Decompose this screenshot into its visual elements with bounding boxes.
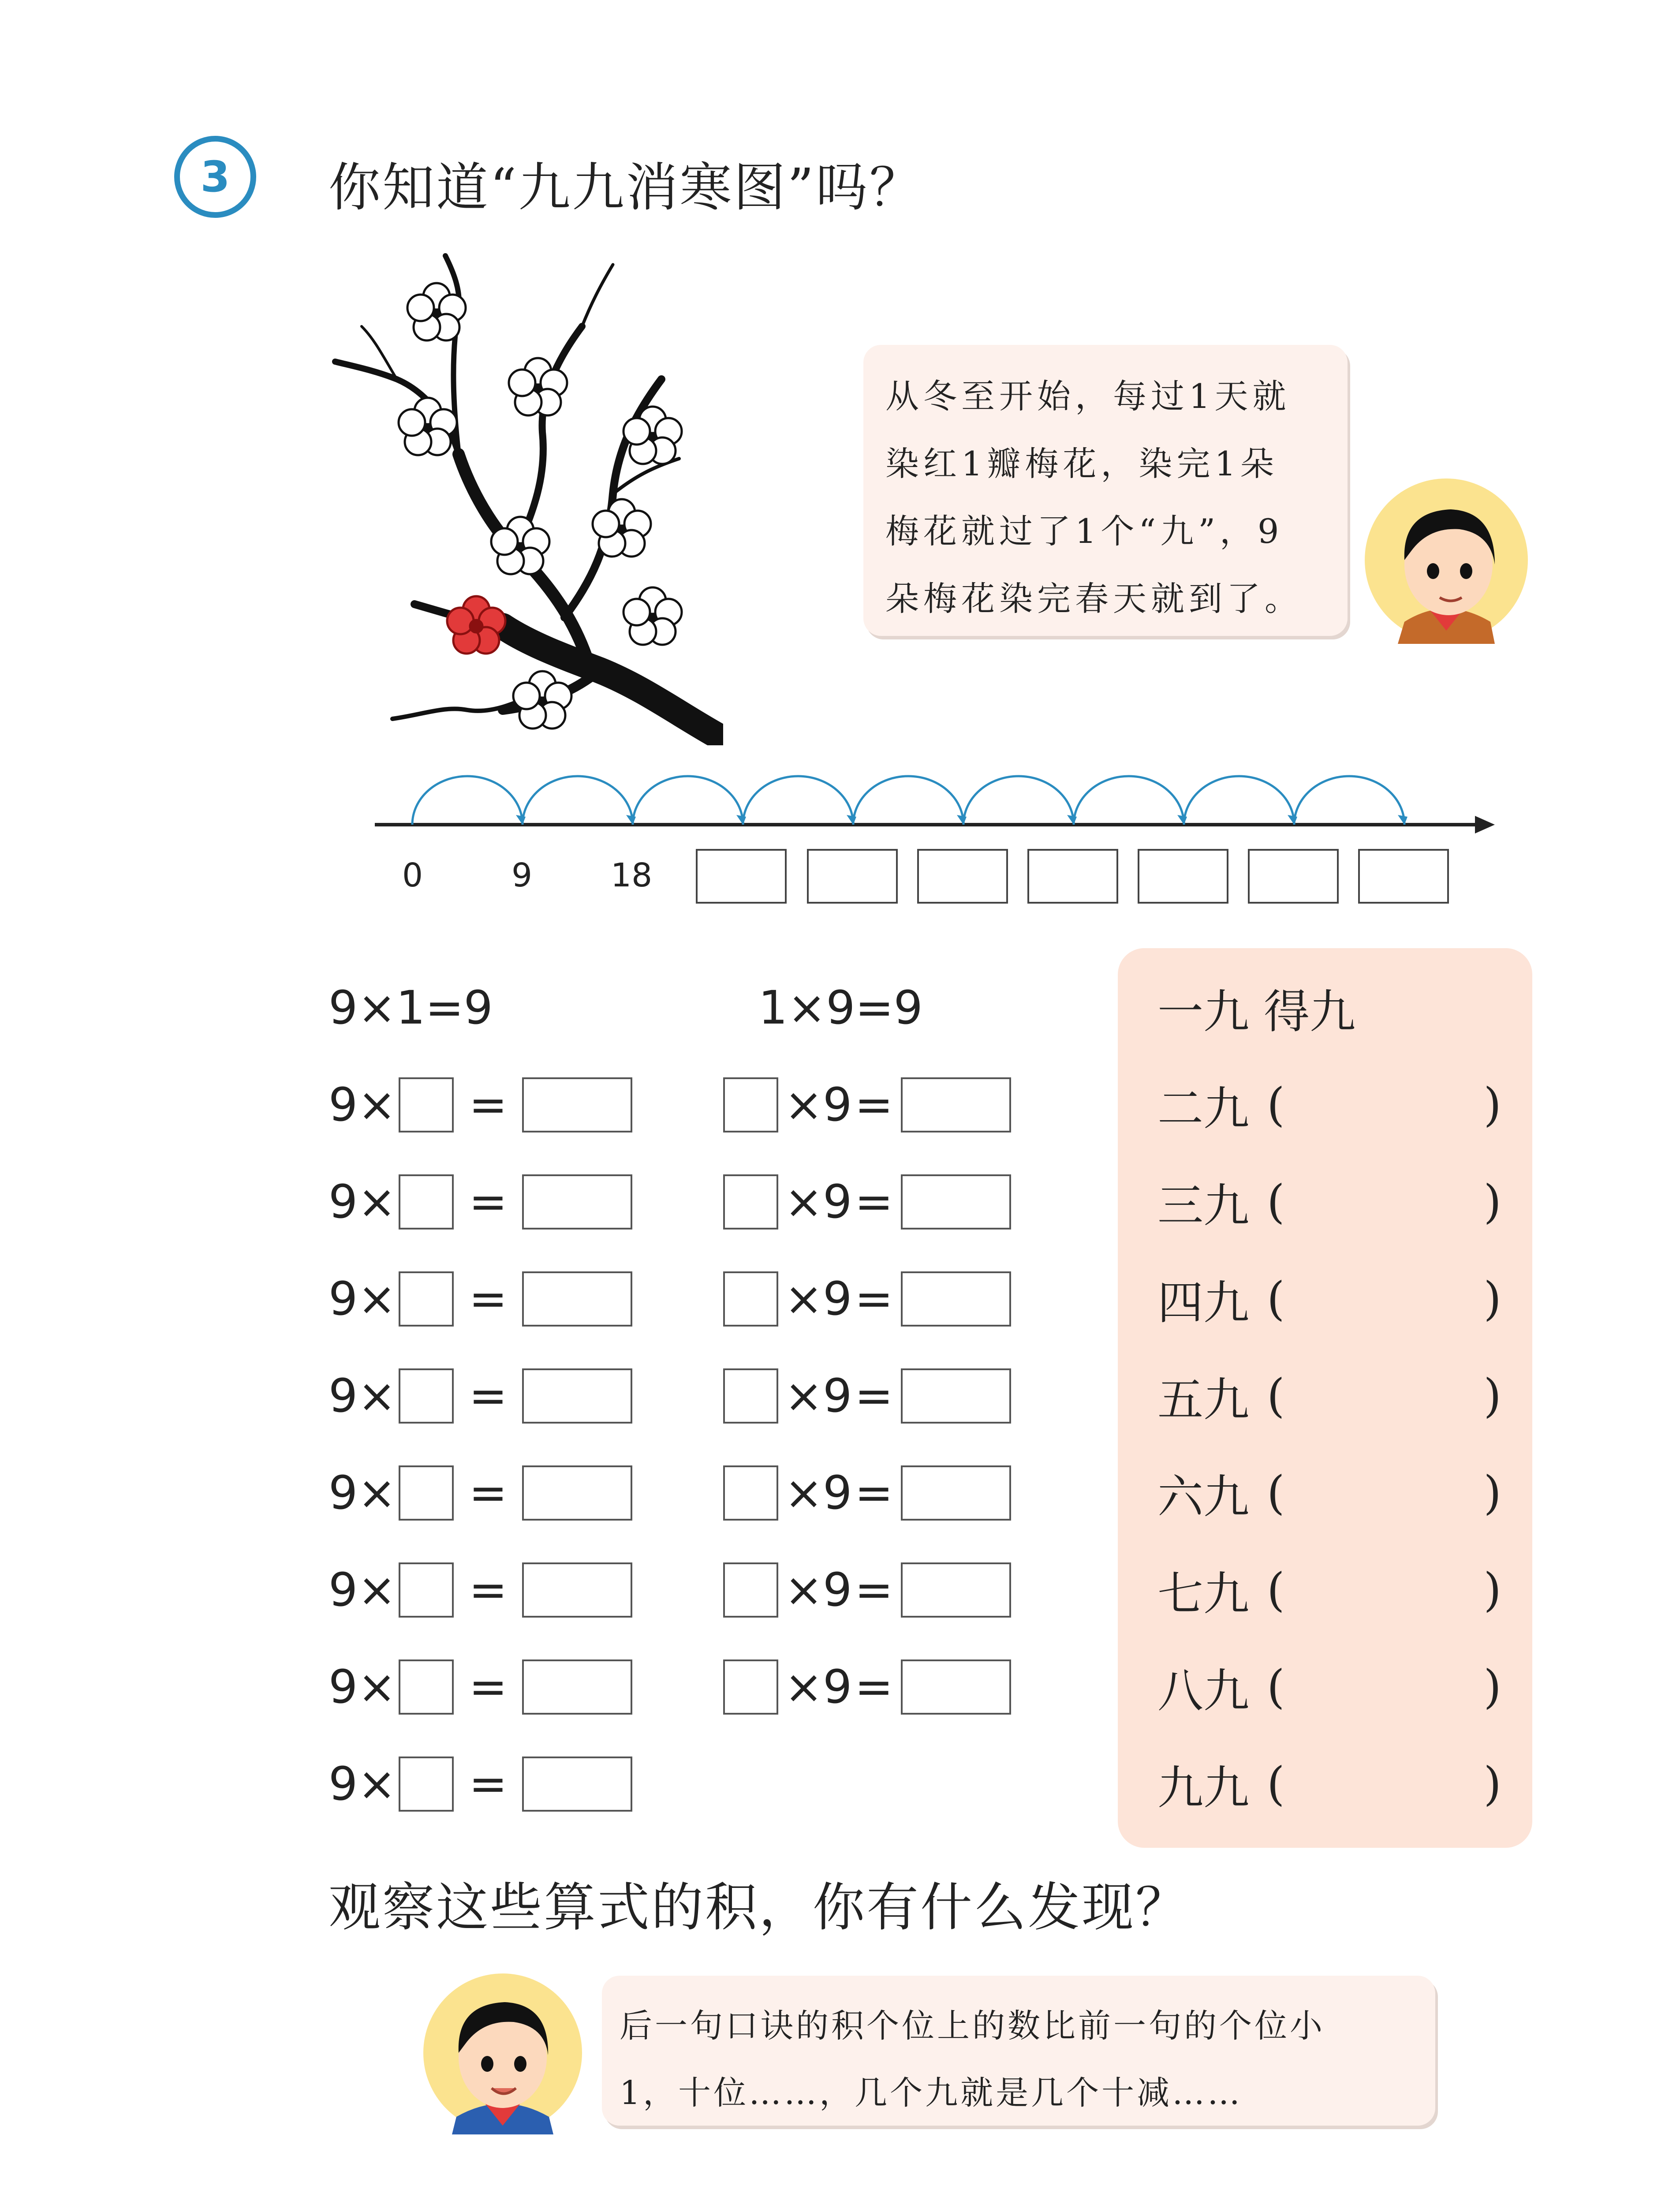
factor-input-box[interactable] bbox=[399, 1562, 454, 1618]
factor-input-box[interactable] bbox=[399, 1757, 454, 1812]
rhyme-paren-close: ) bbox=[1483, 1272, 1501, 1326]
plum-blossom-illustration bbox=[326, 247, 723, 745]
question-number-badge bbox=[174, 136, 256, 218]
rhyme-line bbox=[1157, 1464, 1501, 1524]
equation-suffix: ×9 bbox=[784, 1563, 852, 1617]
rhyme-line bbox=[1157, 1755, 1501, 1813]
bubble-line: 朵梅花染完春天就到了。 bbox=[885, 579, 1303, 618]
equation-left bbox=[329, 1755, 632, 1813]
factor-input-box[interactable] bbox=[399, 1368, 454, 1424]
factor-input-box[interactable] bbox=[399, 1465, 454, 1521]
rhyme-line bbox=[1157, 1270, 1501, 1330]
rhyme-label: 八九 bbox=[1157, 1664, 1250, 1718]
red-blossom bbox=[447, 596, 505, 654]
speech-bubble-bottom bbox=[602, 1976, 1435, 2126]
observe-question: 观察这些算式的积，你有什么发现？ bbox=[329, 1877, 1190, 1938]
equation-suffix: ×9 bbox=[784, 1466, 852, 1520]
product-input-box[interactable] bbox=[522, 1659, 632, 1715]
equals-sign: = bbox=[469, 1272, 508, 1326]
number-line-label: 0 bbox=[402, 856, 423, 894]
equation-right bbox=[723, 1076, 1011, 1133]
equals-sign: = bbox=[469, 1078, 508, 1132]
bubble-line: 从冬至开始，每过1天就 bbox=[885, 377, 1291, 416]
rhyme-line bbox=[1157, 1367, 1501, 1427]
number-line-answer-box[interactable] bbox=[696, 849, 787, 904]
equals-sign: = bbox=[855, 1660, 893, 1714]
product-input-box[interactable] bbox=[522, 1757, 632, 1812]
factor-input-box[interactable] bbox=[399, 1659, 454, 1715]
equation-suffix: ×9 bbox=[784, 1660, 852, 1714]
equation-prefix: 9× bbox=[329, 1563, 396, 1617]
equation-prefix: 9× bbox=[329, 1078, 396, 1132]
product-input-box[interactable] bbox=[901, 1562, 1011, 1618]
rhyme-paren-open: ( bbox=[1267, 1466, 1285, 1520]
product-input-box[interactable] bbox=[901, 1271, 1011, 1327]
rhyme-line bbox=[1157, 1173, 1501, 1233]
number-line-answer-box[interactable] bbox=[807, 849, 898, 904]
factor-input-box[interactable] bbox=[723, 1659, 778, 1715]
rhyme-label: 四九 bbox=[1157, 1276, 1250, 1330]
rhyme-paren-open: ( bbox=[1267, 1369, 1285, 1423]
rhyme-paren-close: ) bbox=[1483, 1660, 1501, 1714]
rhyme-paren-open: ( bbox=[1267, 1078, 1285, 1132]
question-title: 你知道“九九消寒图”吗？ bbox=[329, 157, 923, 218]
product-input-box[interactable] bbox=[522, 1368, 632, 1424]
equals-sign: = bbox=[855, 1466, 893, 1520]
equation-left bbox=[329, 1367, 632, 1424]
factor-input-box[interactable] bbox=[723, 1271, 778, 1327]
equation-prefix: 9× bbox=[329, 1757, 396, 1811]
equals-sign: = bbox=[855, 1078, 893, 1132]
equation-left-first: 9×1=9 bbox=[329, 981, 493, 1035]
speech-bubble-top bbox=[863, 345, 1348, 636]
rhyme-label: 三九 bbox=[1157, 1179, 1250, 1233]
bubble-line: 1，十位……，几个九就是几个十减…… bbox=[620, 2074, 1243, 2112]
equals-sign: = bbox=[469, 1757, 508, 1811]
equation-suffix: ×9 bbox=[784, 1078, 852, 1132]
rhyme-paren-open: ( bbox=[1267, 1757, 1285, 1811]
equation-right-first: 1×9=9 bbox=[758, 981, 923, 1035]
number-line-answer-box[interactable] bbox=[1248, 849, 1339, 904]
number-line bbox=[370, 767, 1499, 838]
rhyme-paren-close: ) bbox=[1483, 1369, 1501, 1423]
equation-right bbox=[723, 1464, 1011, 1521]
equation-left bbox=[329, 1464, 632, 1521]
rhyme-paren-close: ) bbox=[1483, 1466, 1501, 1520]
number-line-label: 18 bbox=[611, 856, 653, 894]
bubble-line: 染红1瓣梅花，染完1朵 bbox=[885, 444, 1278, 483]
number-line-answer-box[interactable] bbox=[1358, 849, 1449, 904]
equation-right bbox=[723, 1367, 1011, 1424]
equals-sign: = bbox=[469, 1466, 508, 1520]
rhyme-paren-close: ) bbox=[1483, 1563, 1501, 1617]
number-line-answer-box[interactable] bbox=[1027, 849, 1118, 904]
number-line-label: 9 bbox=[511, 856, 533, 894]
product-input-box[interactable] bbox=[901, 1465, 1011, 1521]
equation-right bbox=[723, 1561, 1011, 1618]
rhyme-label: 七九 bbox=[1157, 1567, 1250, 1621]
product-input-box[interactable] bbox=[522, 1174, 632, 1230]
rhyme-paren-open: ( bbox=[1267, 1563, 1285, 1617]
equation-prefix: 9× bbox=[329, 1466, 396, 1520]
factor-input-box[interactable] bbox=[723, 1174, 778, 1230]
equals-sign: = bbox=[469, 1369, 508, 1423]
rhyme-line bbox=[1157, 1658, 1501, 1718]
equation-right bbox=[723, 1173, 1011, 1230]
rhyme-paren-close: ) bbox=[1483, 1757, 1501, 1811]
rhyme-label: 九九 bbox=[1157, 1761, 1250, 1815]
equals-sign: = bbox=[855, 1272, 893, 1326]
equation-suffix: ×9 bbox=[784, 1175, 852, 1229]
factor-input-box[interactable] bbox=[399, 1174, 454, 1230]
equals-sign: = bbox=[469, 1563, 508, 1617]
boy-avatar-top bbox=[1363, 476, 1530, 644]
product-input-box[interactable] bbox=[901, 1174, 1011, 1230]
number-line-answer-box[interactable] bbox=[1138, 849, 1228, 904]
equation-prefix: 9× bbox=[329, 1660, 396, 1714]
product-input-box[interactable] bbox=[901, 1659, 1011, 1715]
rhyme-paren-open: ( bbox=[1267, 1272, 1285, 1326]
equation-prefix: 9× bbox=[329, 1175, 396, 1229]
product-input-box[interactable] bbox=[522, 1077, 632, 1132]
rhyme-label: 六九 bbox=[1157, 1470, 1250, 1524]
factor-input-box[interactable] bbox=[399, 1271, 454, 1327]
boy-avatar-bottom bbox=[421, 1971, 584, 2134]
rhyme-label: 五九 bbox=[1157, 1373, 1250, 1427]
question-number: 3 bbox=[200, 152, 230, 202]
rhyme-paren-open: ( bbox=[1267, 1175, 1285, 1229]
rhyme-paren-close: ) bbox=[1483, 1175, 1501, 1229]
equals-sign: = bbox=[855, 1369, 893, 1423]
product-input-box[interactable] bbox=[522, 1465, 632, 1521]
equation-prefix: 9× bbox=[329, 1369, 396, 1423]
equation-left bbox=[329, 1173, 632, 1230]
branch bbox=[335, 256, 719, 736]
equation-right bbox=[723, 1658, 1011, 1715]
number-line-arrow bbox=[1475, 816, 1495, 833]
rhyme-first: 一九 得九 bbox=[1157, 985, 1356, 1039]
equation-suffix: ×9 bbox=[784, 1369, 852, 1423]
equation-suffix: ×9 bbox=[784, 1272, 852, 1326]
equals-sign: = bbox=[469, 1175, 508, 1229]
number-line-answer-box[interactable] bbox=[917, 849, 1008, 904]
number-line-arcs bbox=[412, 776, 1404, 825]
factor-input-box[interactable] bbox=[723, 1077, 778, 1132]
bubble-line: 后一句口诀的积个位上的数比前一句的个位小 bbox=[620, 2007, 1325, 2045]
equation-left bbox=[329, 1270, 632, 1327]
product-input-box[interactable] bbox=[522, 1562, 632, 1618]
factor-input-box[interactable] bbox=[399, 1077, 454, 1132]
rhyme-paren-open: ( bbox=[1267, 1660, 1285, 1714]
equation-left bbox=[329, 1658, 632, 1715]
bubble-line: 梅花就过了1个“九”，9 bbox=[885, 512, 1284, 551]
equals-sign: = bbox=[469, 1660, 508, 1714]
equals-sign: = bbox=[855, 1563, 893, 1617]
product-input-box[interactable] bbox=[901, 1077, 1011, 1132]
equals-sign: = bbox=[855, 1175, 893, 1229]
equation-prefix: 9× bbox=[329, 1272, 396, 1326]
rhyme-line bbox=[1157, 1076, 1501, 1136]
rhyme-paren-close: ) bbox=[1483, 1078, 1501, 1132]
factor-input-box[interactable] bbox=[723, 1465, 778, 1521]
factor-input-box[interactable] bbox=[723, 1562, 778, 1618]
equation-left bbox=[329, 1561, 632, 1618]
white-blossoms bbox=[399, 283, 682, 729]
rhyme-line bbox=[1157, 1561, 1501, 1621]
product-input-box[interactable] bbox=[522, 1271, 632, 1327]
product-input-box[interactable] bbox=[901, 1368, 1011, 1424]
rhyme-label: 二九 bbox=[1157, 1082, 1250, 1136]
equation-left bbox=[329, 1076, 632, 1133]
equation-right bbox=[723, 1270, 1011, 1327]
factor-input-box[interactable] bbox=[723, 1368, 778, 1424]
